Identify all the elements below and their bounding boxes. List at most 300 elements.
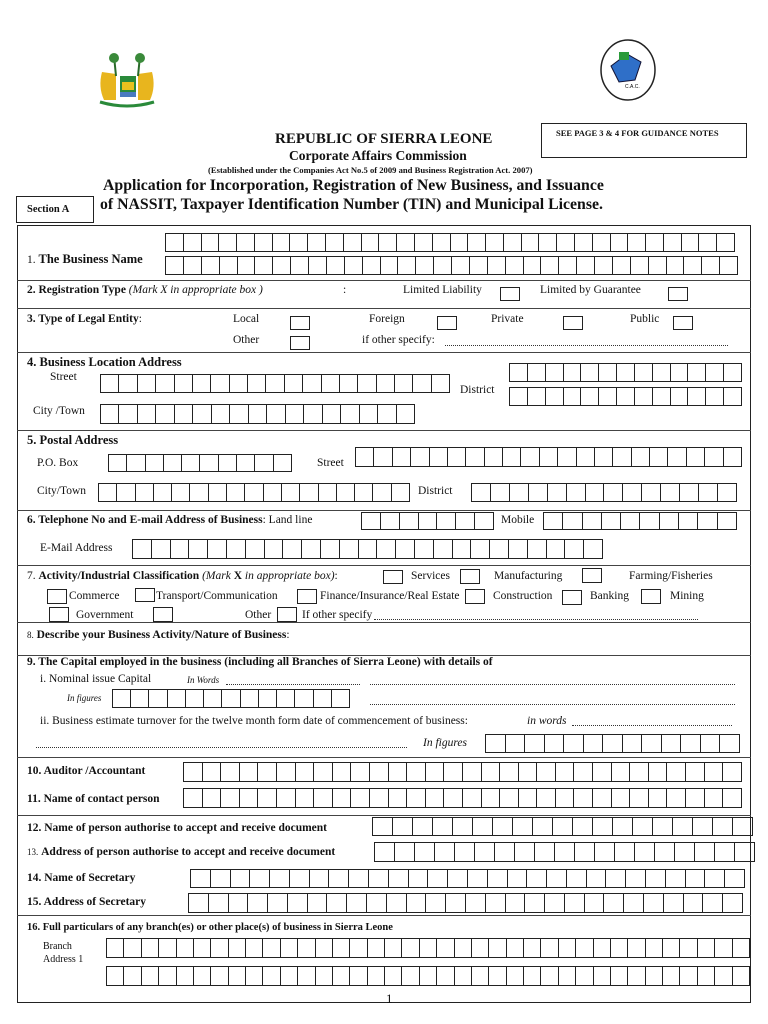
- character-cell[interactable]: [359, 540, 378, 558]
- character-cell[interactable]: [720, 257, 737, 274]
- character-cell[interactable]: [649, 789, 668, 807]
- character-cell[interactable]: [666, 870, 686, 887]
- character-cell[interactable]: [159, 939, 176, 957]
- character-cell[interactable]: [381, 513, 400, 529]
- character-cell[interactable]: [258, 763, 277, 781]
- character-cell[interactable]: [593, 234, 611, 251]
- character-cell[interactable]: [553, 818, 573, 835]
- character-cell[interactable]: [119, 405, 137, 423]
- character-cell[interactable]: [574, 763, 593, 781]
- character-cell[interactable]: [724, 364, 741, 381]
- character-cell[interactable]: [715, 939, 732, 957]
- character-cell[interactable]: [559, 967, 576, 985]
- character-cell[interactable]: [488, 870, 508, 887]
- character-cell[interactable]: [107, 939, 124, 957]
- character-cell[interactable]: [468, 234, 486, 251]
- character-cell[interactable]: [397, 405, 414, 423]
- commerce-checkbox[interactable]: [47, 589, 67, 604]
- character-cell[interactable]: [621, 513, 640, 529]
- character-cell[interactable]: [193, 405, 211, 423]
- character-cell[interactable]: [575, 234, 593, 251]
- character-cell[interactable]: [369, 870, 389, 887]
- character-cell[interactable]: [525, 735, 545, 752]
- character-cell[interactable]: [358, 375, 376, 392]
- character-cell[interactable]: [529, 484, 548, 501]
- character-cell[interactable]: [220, 257, 238, 274]
- character-cell[interactable]: [649, 763, 668, 781]
- character-cell[interactable]: [489, 967, 506, 985]
- character-cell[interactable]: [285, 375, 303, 392]
- character-cell[interactable]: [577, 448, 595, 466]
- character-cell[interactable]: [389, 763, 408, 781]
- character-cell[interactable]: [416, 257, 434, 274]
- character-cell[interactable]: [547, 540, 566, 558]
- character-cell[interactable]: [593, 789, 612, 807]
- character-cell[interactable]: [182, 455, 200, 471]
- character-cell[interactable]: [184, 234, 202, 251]
- character-cell[interactable]: [350, 967, 367, 985]
- mining-checkbox[interactable]: [641, 589, 661, 604]
- character-cell[interactable]: [475, 843, 495, 861]
- character-cell[interactable]: [472, 484, 491, 501]
- character-cell[interactable]: [263, 967, 280, 985]
- character-cell[interactable]: [172, 484, 190, 501]
- character-cell[interactable]: [733, 818, 752, 835]
- character-cell[interactable]: [219, 455, 237, 471]
- local-checkbox[interactable]: [290, 316, 310, 330]
- character-cell[interactable]: [189, 894, 209, 912]
- character-cell[interactable]: [117, 484, 135, 501]
- character-cell[interactable]: [109, 455, 127, 471]
- character-cell[interactable]: [635, 364, 653, 381]
- character-cell[interactable]: [537, 789, 556, 807]
- character-cell[interactable]: [270, 870, 290, 887]
- character-cell[interactable]: [649, 257, 667, 274]
- character-cell[interactable]: [274, 455, 291, 471]
- character-cell[interactable]: [642, 484, 661, 501]
- character-cell[interactable]: [227, 484, 245, 501]
- character-cell[interactable]: [693, 818, 713, 835]
- character-cell[interactable]: [227, 540, 246, 558]
- character-cell[interactable]: [400, 513, 419, 529]
- character-cell[interactable]: [211, 375, 229, 392]
- character-cell[interactable]: [603, 735, 623, 752]
- character-cell[interactable]: [472, 967, 489, 985]
- character-cell[interactable]: [682, 234, 700, 251]
- character-cell[interactable]: [341, 405, 359, 423]
- character-cell[interactable]: [686, 763, 705, 781]
- foreign-checkbox[interactable]: [437, 316, 457, 330]
- character-cell[interactable]: [555, 843, 575, 861]
- character-cell[interactable]: [624, 894, 644, 912]
- character-cell[interactable]: [453, 818, 473, 835]
- character-cell[interactable]: [321, 540, 340, 558]
- auditor-field[interactable]: [183, 762, 742, 782]
- character-cell[interactable]: [599, 364, 617, 381]
- character-cell[interactable]: [99, 484, 117, 501]
- character-cell[interactable]: [246, 939, 263, 957]
- character-cell[interactable]: [304, 405, 322, 423]
- character-cell[interactable]: [219, 234, 237, 251]
- character-cell[interactable]: [680, 967, 697, 985]
- character-cell[interactable]: [392, 484, 409, 501]
- postal-city-field[interactable]: [98, 483, 410, 502]
- character-cell[interactable]: [546, 364, 564, 381]
- character-cell[interactable]: [389, 789, 408, 807]
- secretary-address-field[interactable]: [188, 893, 743, 913]
- character-cell[interactable]: [362, 234, 380, 251]
- character-cell[interactable]: [599, 388, 617, 405]
- character-cell[interactable]: [194, 939, 211, 957]
- character-cell[interactable]: [397, 234, 415, 251]
- character-cell[interactable]: [237, 455, 255, 471]
- character-cell[interactable]: [623, 735, 643, 752]
- other-activity-specify-field[interactable]: [374, 619, 698, 620]
- character-cell[interactable]: [230, 375, 248, 392]
- character-cell[interactable]: [175, 375, 193, 392]
- character-cell[interactable]: [661, 484, 680, 501]
- character-cell[interactable]: [556, 763, 575, 781]
- character-cell[interactable]: [194, 967, 211, 985]
- character-cell[interactable]: [576, 939, 593, 957]
- character-cell[interactable]: [360, 405, 378, 423]
- character-cell[interactable]: [475, 513, 493, 529]
- character-cell[interactable]: [587, 870, 607, 887]
- character-cell[interactable]: [541, 967, 558, 985]
- character-cell[interactable]: [245, 484, 263, 501]
- character-cell[interactable]: [455, 939, 472, 957]
- character-cell[interactable]: [171, 540, 190, 558]
- character-cell[interactable]: [611, 939, 628, 957]
- character-cell[interactable]: [509, 540, 528, 558]
- character-cell[interactable]: [559, 257, 577, 274]
- character-cell[interactable]: [159, 967, 176, 985]
- character-cell[interactable]: [340, 375, 358, 392]
- character-cell[interactable]: [699, 484, 718, 501]
- character-cell[interactable]: [444, 789, 463, 807]
- character-cell[interactable]: [519, 763, 538, 781]
- character-cell[interactable]: [432, 375, 449, 392]
- character-cell[interactable]: [482, 789, 501, 807]
- character-cell[interactable]: [240, 789, 259, 807]
- character-cell[interactable]: [558, 448, 576, 466]
- character-cell[interactable]: [595, 257, 613, 274]
- character-cell[interactable]: [653, 818, 673, 835]
- character-cell[interactable]: [617, 364, 635, 381]
- character-cell[interactable]: [595, 843, 615, 861]
- character-cell[interactable]: [393, 448, 411, 466]
- limited-liability-checkbox[interactable]: [500, 287, 520, 301]
- turnover-figures-field[interactable]: [485, 734, 740, 753]
- character-cell[interactable]: [448, 448, 466, 466]
- character-cell[interactable]: [524, 939, 541, 957]
- character-cell[interactable]: [156, 375, 174, 392]
- character-cell[interactable]: [367, 894, 387, 912]
- public-checkbox[interactable]: [673, 316, 693, 330]
- character-cell[interactable]: [296, 789, 315, 807]
- character-cell[interactable]: [506, 257, 524, 274]
- character-cell[interactable]: [557, 234, 575, 251]
- character-cell[interactable]: [389, 870, 409, 887]
- character-cell[interactable]: [646, 234, 664, 251]
- character-cell[interactable]: [646, 870, 666, 887]
- character-cell[interactable]: [265, 540, 284, 558]
- character-cell[interactable]: [208, 540, 227, 558]
- character-cell[interactable]: [485, 448, 503, 466]
- character-cell[interactable]: [368, 967, 385, 985]
- character-cell[interactable]: [138, 375, 156, 392]
- manufacturing-checkbox[interactable]: [460, 569, 480, 584]
- character-cell[interactable]: [349, 870, 369, 887]
- character-cell[interactable]: [524, 967, 541, 985]
- character-cell[interactable]: [409, 870, 429, 887]
- character-cell[interactable]: [626, 870, 646, 887]
- character-cell[interactable]: [713, 818, 733, 835]
- character-cell[interactable]: [200, 455, 218, 471]
- character-cell[interactable]: [705, 789, 724, 807]
- character-cell[interactable]: [156, 405, 174, 423]
- character-cell[interactable]: [705, 870, 725, 887]
- location-district-field-line1[interactable]: [509, 363, 742, 382]
- character-cell[interactable]: [407, 789, 426, 807]
- postal-street-field[interactable]: [355, 447, 742, 467]
- finance-checkbox[interactable]: [297, 589, 317, 604]
- character-cell[interactable]: [489, 939, 506, 957]
- character-cell[interactable]: [131, 690, 149, 707]
- character-cell[interactable]: [124, 939, 141, 957]
- character-cell[interactable]: [671, 364, 689, 381]
- character-cell[interactable]: [209, 894, 229, 912]
- character-cell[interactable]: [667, 257, 685, 274]
- character-cell[interactable]: [273, 234, 291, 251]
- limited-by-guarantee-checkbox[interactable]: [668, 287, 688, 301]
- character-cell[interactable]: [268, 894, 288, 912]
- character-cell[interactable]: [623, 484, 642, 501]
- character-cell[interactable]: [684, 257, 702, 274]
- character-cell[interactable]: [451, 234, 469, 251]
- character-cell[interactable]: [290, 234, 308, 251]
- character-cell[interactable]: [191, 870, 211, 887]
- character-cell[interactable]: [415, 540, 434, 558]
- mobile-field[interactable]: [543, 512, 737, 530]
- character-cell[interactable]: [282, 484, 300, 501]
- character-cell[interactable]: [463, 763, 482, 781]
- character-cell[interactable]: [653, 388, 671, 405]
- other-entity-specify-field[interactable]: [445, 345, 728, 346]
- character-cell[interactable]: [316, 967, 333, 985]
- character-cell[interactable]: [718, 513, 736, 529]
- other-entity-checkbox[interactable]: [290, 336, 310, 350]
- character-cell[interactable]: [101, 375, 119, 392]
- character-cell[interactable]: [363, 257, 381, 274]
- character-cell[interactable]: [138, 405, 156, 423]
- character-cell[interactable]: [506, 894, 526, 912]
- character-cell[interactable]: [340, 540, 359, 558]
- location-district-field-line2[interactable]: [509, 387, 742, 406]
- character-cell[interactable]: [455, 843, 475, 861]
- character-cell[interactable]: [350, 939, 367, 957]
- character-cell[interactable]: [504, 234, 522, 251]
- character-cell[interactable]: [259, 690, 277, 707]
- character-cell[interactable]: [407, 763, 426, 781]
- character-cell[interactable]: [701, 735, 721, 752]
- character-cell[interactable]: [635, 843, 655, 861]
- character-cell[interactable]: [248, 375, 266, 392]
- banking-checkbox[interactable]: [562, 590, 582, 605]
- character-cell[interactable]: [281, 939, 298, 957]
- character-cell[interactable]: [377, 540, 396, 558]
- character-cell[interactable]: [545, 894, 565, 912]
- character-cell[interactable]: [250, 870, 270, 887]
- character-cell[interactable]: [266, 375, 284, 392]
- character-cell[interactable]: [211, 939, 228, 957]
- character-cell[interactable]: [541, 257, 559, 274]
- character-cell[interactable]: [567, 484, 586, 501]
- character-cell[interactable]: [655, 843, 675, 861]
- character-cell[interactable]: [433, 818, 453, 835]
- construction-checkbox[interactable]: [465, 589, 485, 604]
- character-cell[interactable]: [437, 939, 454, 957]
- business-name-field-line2[interactable]: [165, 256, 738, 275]
- character-cell[interactable]: [686, 789, 705, 807]
- services-checkbox[interactable]: [383, 570, 403, 584]
- character-cell[interactable]: [322, 375, 340, 392]
- nominal-capital-words-field[interactable]: [226, 684, 360, 685]
- character-cell[interactable]: [277, 690, 295, 707]
- character-cell[interactable]: [488, 257, 506, 274]
- character-cell[interactable]: [298, 967, 315, 985]
- character-cell[interactable]: [374, 448, 392, 466]
- character-cell[interactable]: [486, 894, 506, 912]
- character-cell[interactable]: [186, 690, 204, 707]
- character-cell[interactable]: [595, 448, 613, 466]
- authorised-person-name-field[interactable]: [372, 817, 753, 836]
- character-cell[interactable]: [486, 234, 504, 251]
- character-cell[interactable]: [565, 894, 585, 912]
- character-cell[interactable]: [166, 234, 184, 251]
- character-cell[interactable]: [510, 364, 528, 381]
- character-cell[interactable]: [617, 388, 635, 405]
- character-cell[interactable]: [146, 455, 164, 471]
- character-cell[interactable]: [373, 818, 393, 835]
- character-cell[interactable]: [688, 388, 706, 405]
- character-cell[interactable]: [686, 870, 706, 887]
- character-cell[interactable]: [723, 789, 741, 807]
- character-cell[interactable]: [303, 375, 321, 392]
- character-cell[interactable]: [286, 405, 304, 423]
- character-cell[interactable]: [631, 257, 649, 274]
- character-cell[interactable]: [602, 513, 621, 529]
- character-cell[interactable]: [142, 939, 159, 957]
- character-cell[interactable]: [385, 967, 402, 985]
- character-cell[interactable]: [124, 967, 141, 985]
- character-cell[interactable]: [664, 894, 684, 912]
- character-cell[interactable]: [593, 763, 612, 781]
- character-cell[interactable]: [246, 967, 263, 985]
- character-cell[interactable]: [385, 939, 402, 957]
- character-cell[interactable]: [698, 939, 715, 957]
- character-cell[interactable]: [735, 843, 754, 861]
- character-cell[interactable]: [237, 234, 255, 251]
- character-cell[interactable]: [490, 540, 509, 558]
- character-cell[interactable]: [333, 939, 350, 957]
- character-cell[interactable]: [152, 540, 171, 558]
- character-cell[interactable]: [329, 870, 349, 887]
- character-cell[interactable]: [675, 843, 695, 861]
- character-cell[interactable]: [455, 967, 472, 985]
- character-cell[interactable]: [500, 789, 519, 807]
- character-cell[interactable]: [724, 388, 741, 405]
- character-cell[interactable]: [466, 894, 486, 912]
- character-cell[interactable]: [528, 364, 546, 381]
- character-cell[interactable]: [229, 894, 249, 912]
- character-cell[interactable]: [177, 967, 194, 985]
- character-cell[interactable]: [470, 257, 488, 274]
- character-cell[interactable]: [540, 448, 558, 466]
- character-cell[interactable]: [202, 234, 220, 251]
- character-cell[interactable]: [564, 388, 582, 405]
- character-cell[interactable]: [705, 763, 724, 781]
- character-cell[interactable]: [547, 870, 567, 887]
- character-cell[interactable]: [326, 234, 344, 251]
- character-cell[interactable]: [396, 540, 415, 558]
- character-cell[interactable]: [166, 257, 184, 274]
- character-cell[interactable]: [508, 870, 528, 887]
- character-cell[interactable]: [310, 870, 330, 887]
- character-cell[interactable]: [379, 234, 397, 251]
- character-cell[interactable]: [333, 967, 350, 985]
- character-cell[interactable]: [302, 540, 321, 558]
- character-cell[interactable]: [231, 870, 251, 887]
- character-cell[interactable]: [556, 789, 575, 807]
- character-cell[interactable]: [525, 894, 545, 912]
- character-cell[interactable]: [133, 540, 152, 558]
- character-cell[interactable]: [426, 763, 445, 781]
- character-cell[interactable]: [204, 690, 222, 707]
- character-cell[interactable]: [255, 257, 273, 274]
- character-cell[interactable]: [635, 388, 653, 405]
- character-cell[interactable]: [277, 763, 296, 781]
- character-cell[interactable]: [184, 763, 203, 781]
- character-cell[interactable]: [680, 484, 699, 501]
- character-cell[interactable]: [535, 843, 555, 861]
- character-cell[interactable]: [202, 257, 220, 274]
- character-cell[interactable]: [633, 818, 653, 835]
- character-cell[interactable]: [296, 763, 315, 781]
- character-cell[interactable]: [653, 364, 671, 381]
- character-cell[interactable]: [154, 484, 172, 501]
- character-cell[interactable]: [413, 375, 431, 392]
- character-cell[interactable]: [528, 540, 547, 558]
- character-cell[interactable]: [680, 939, 697, 957]
- character-cell[interactable]: [281, 967, 298, 985]
- character-cell[interactable]: [546, 388, 564, 405]
- character-cell[interactable]: [101, 405, 119, 423]
- character-cell[interactable]: [308, 234, 326, 251]
- character-cell[interactable]: [332, 690, 349, 707]
- character-cell[interactable]: [298, 939, 315, 957]
- character-cell[interactable]: [667, 789, 686, 807]
- character-cell[interactable]: [698, 513, 717, 529]
- character-cell[interactable]: [373, 484, 391, 501]
- character-cell[interactable]: [308, 894, 328, 912]
- nominal-capital-words-field-2[interactable]: [370, 684, 735, 685]
- character-cell[interactable]: [586, 484, 605, 501]
- character-cell[interactable]: [333, 763, 352, 781]
- character-cell[interactable]: [673, 818, 693, 835]
- character-cell[interactable]: [434, 257, 452, 274]
- location-city-field[interactable]: [100, 404, 415, 424]
